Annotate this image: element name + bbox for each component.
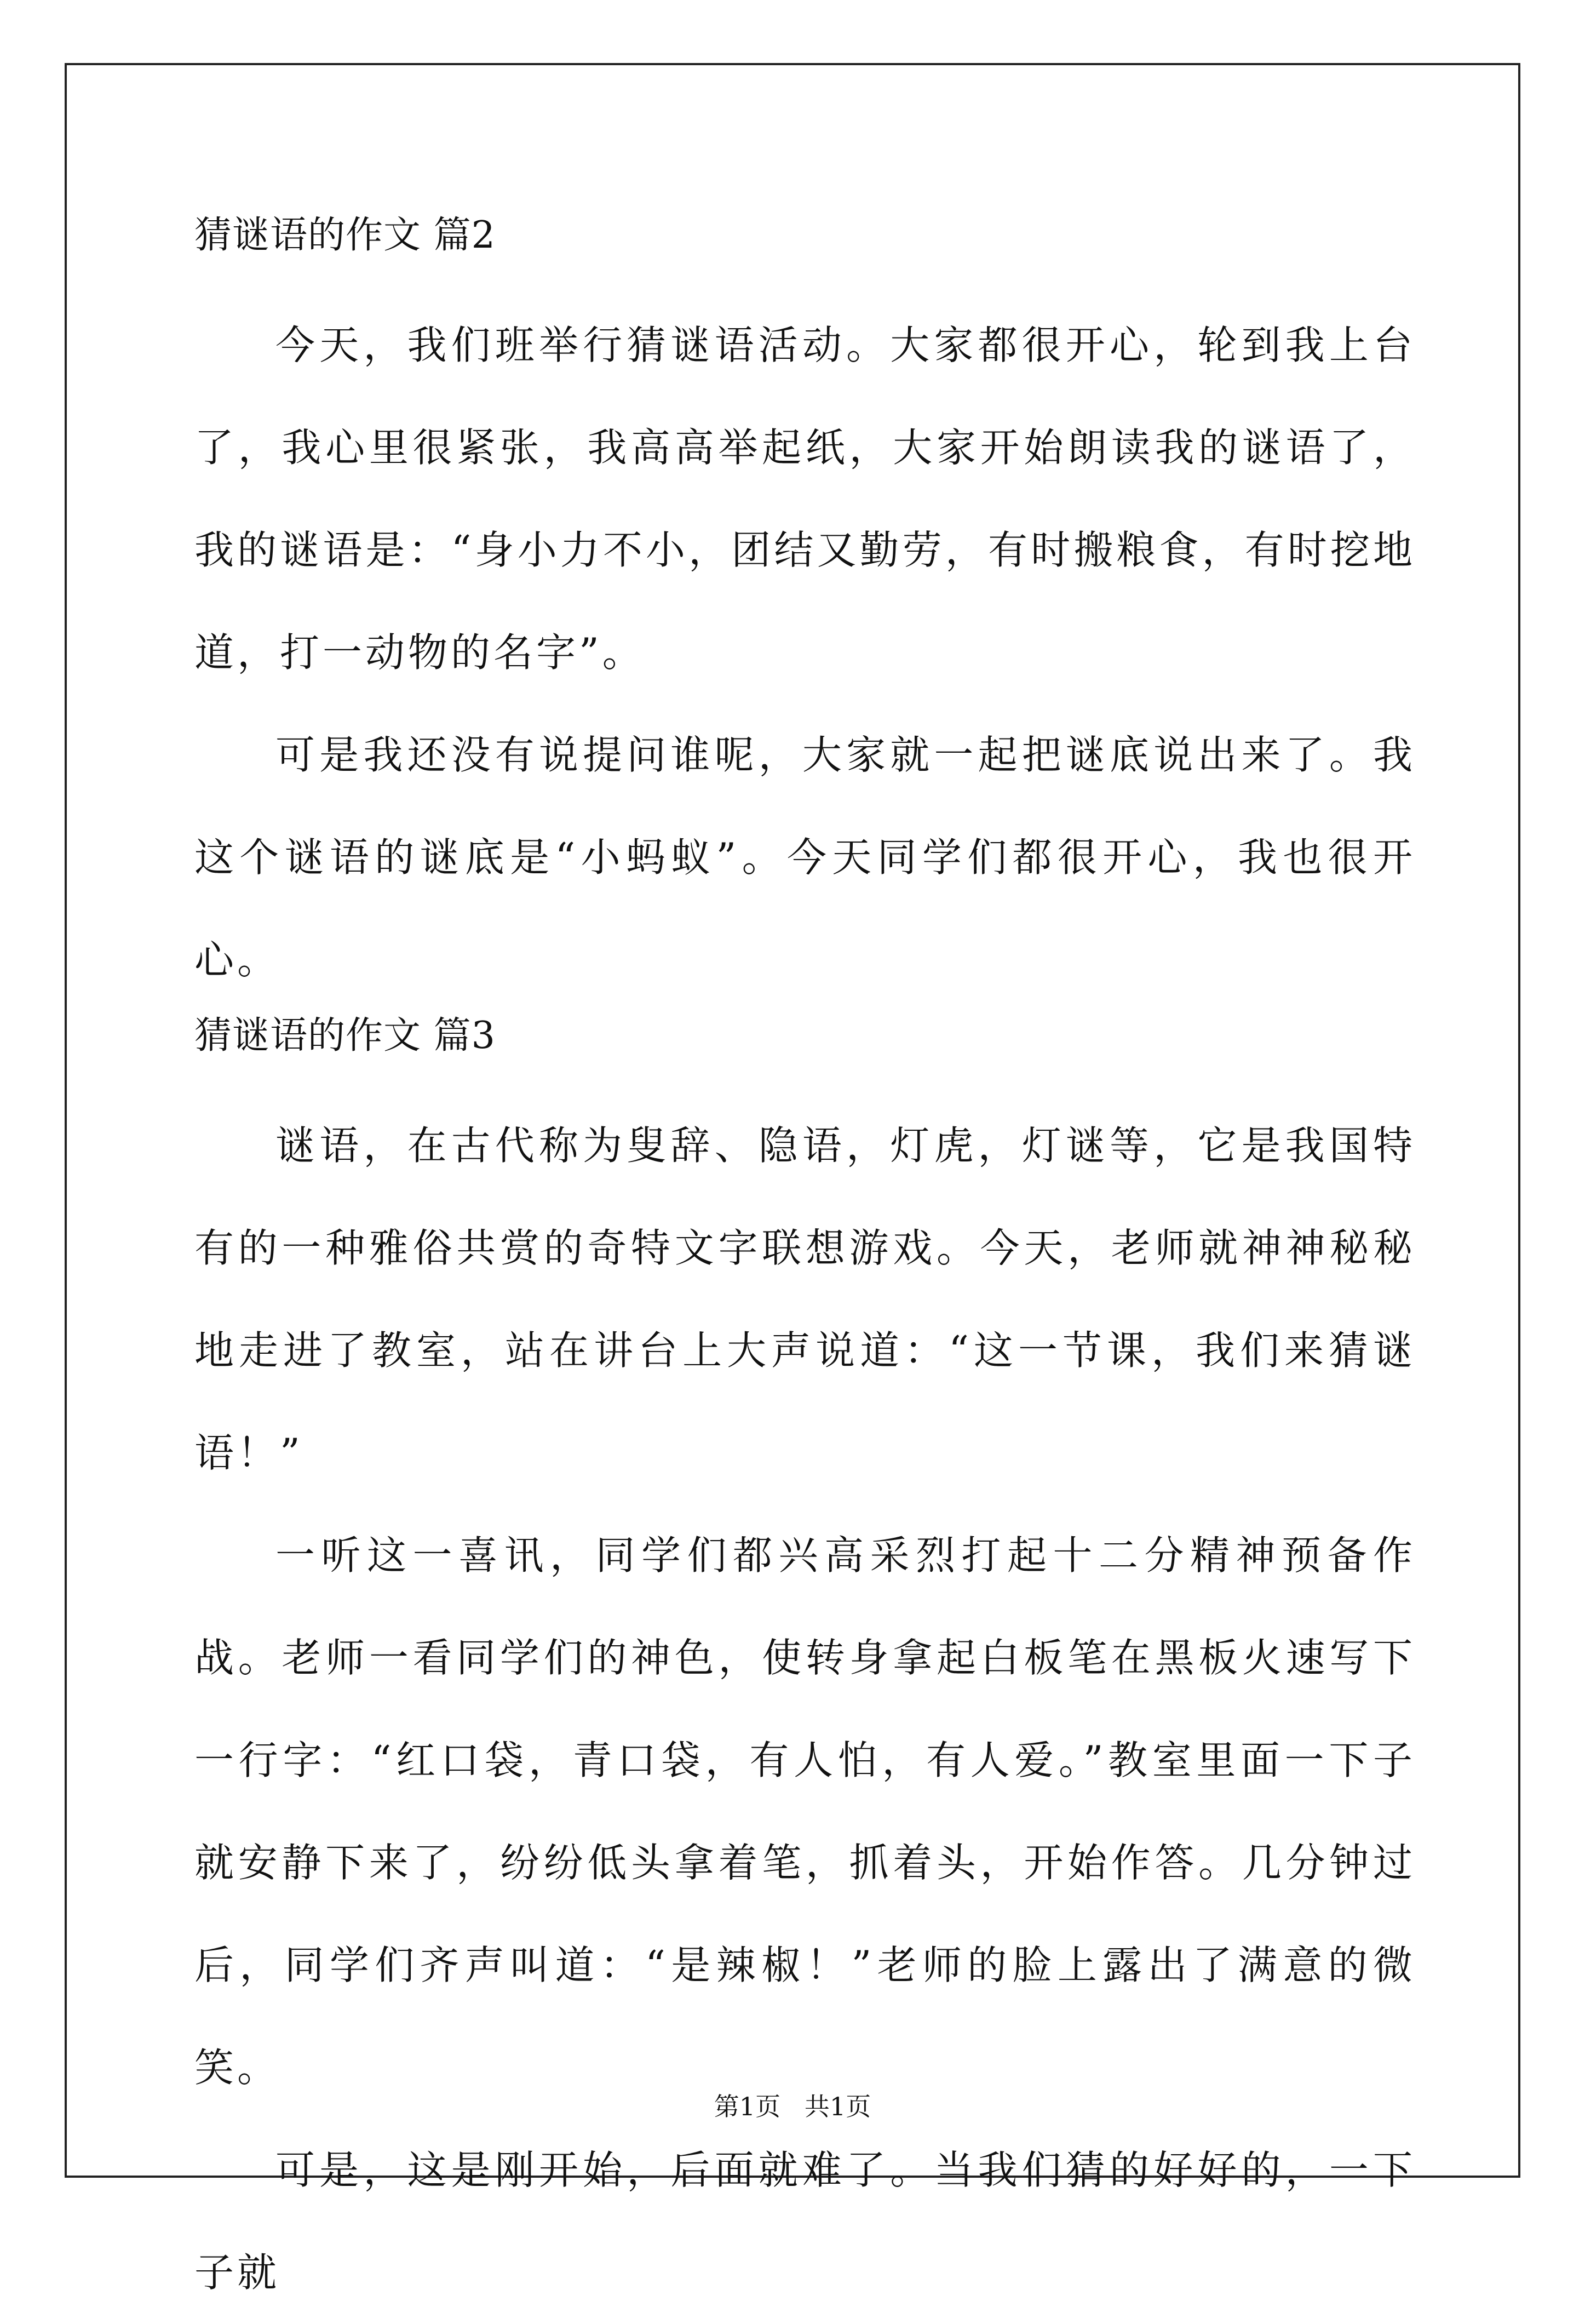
page-footer: 第1页 共1页 bbox=[714, 2092, 871, 2121]
paragraph: 谜语，在古代称为叟辞、隐语，灯虎，灯谜等，它是我国特有的一种雅俗共赏的奇特文字联想游戏。今天，老师就神神秘秘地走进了教室，站在讲台上大声说道：“这一节课，我们来猜谜语！” bbox=[194, 1123, 1416, 1476]
paragraph: 一听这一喜讯，同学们都兴高采烈打起十二分精神预备作战。老师一看同学们的神色，使转身拿起白板笔在黑板火速写下一行字：“红口袋，青口袋，有人怕，有人爱。”教室里面一下子就安静下来了，纷纷低头拿着笔，抓着头，开始作答。几分钟过后，同学们齐声叫道：“是辣椒！”老师的脸上露出了满意的微笑。 bbox=[194, 1532, 1416, 2091]
paragraph: 今天，我们班举行猜谜语活动。大家都很开心，轮到我上台了，我心里很紧张，我高高举起纸，大家开始朗读我的谜语了，我的谜语是：“身小力不小，团结又勤劳，有时搬粮食，有时挖地道，打一动物的名字”。 bbox=[194, 322, 1416, 676]
document-body bbox=[194, 211, 1416, 2324]
section-heading: 猜谜语的作文 篇2 bbox=[194, 214, 496, 257]
paragraph: 可是，这是刚开始，后面就难了。当我们猜的好好的，一下子就 bbox=[194, 2147, 1416, 2296]
section-heading: 猜谜语的作文 篇3 bbox=[194, 1014, 496, 1057]
paragraph: 可是我还没有说提问谁呢，大家就一起把谜底说出来了。我这个谜语的谜底是“小蚂蚁”。今天同学们都很开心，我也很开心。 bbox=[194, 732, 1416, 983]
